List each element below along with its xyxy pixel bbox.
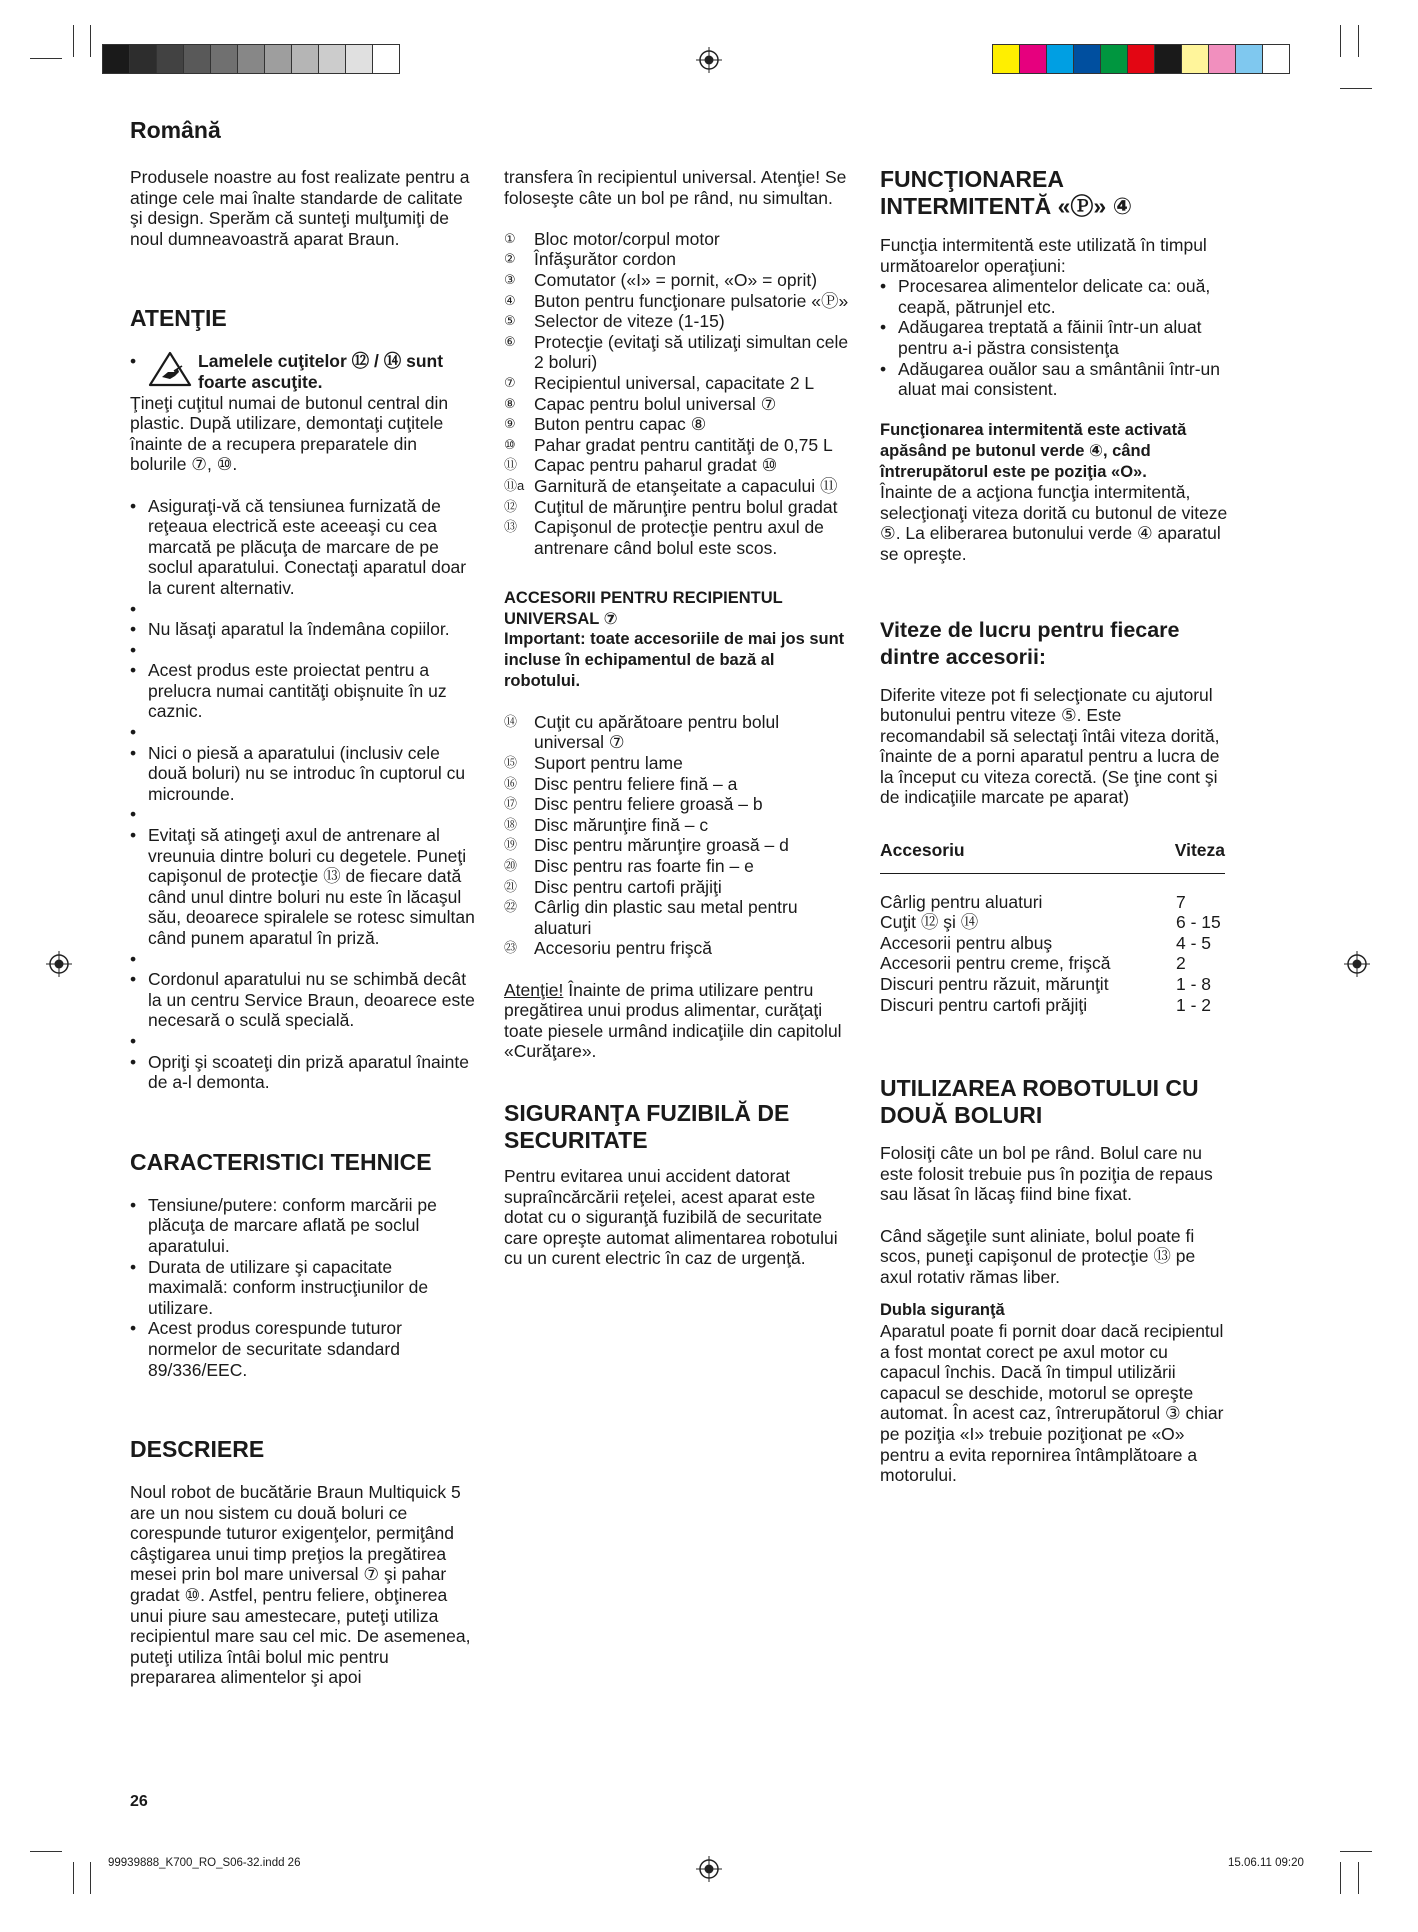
item-number: ⑪a xyxy=(504,477,525,493)
color-swatch xyxy=(372,44,400,74)
color-swatch xyxy=(992,44,1020,74)
cell-speed: 2 xyxy=(1176,953,1186,974)
crop-mark xyxy=(30,1851,62,1852)
item-number: ⑳ xyxy=(504,858,518,873)
color-swatch xyxy=(183,44,211,74)
color-swatch xyxy=(1100,44,1128,74)
cell-accessory: Discuri pentru răzuit, mărunţit xyxy=(880,974,1109,995)
list-item xyxy=(504,877,849,898)
crop-mark xyxy=(1358,1862,1359,1894)
process-color-bar xyxy=(992,44,1289,74)
item-text: Bloc motor/corpul motor xyxy=(534,228,720,249)
list-item: • Nu lăsaţi aparatul la îndemâna copiilor. xyxy=(130,619,475,640)
list-item xyxy=(504,938,849,959)
item-number: ⑯ xyxy=(504,775,518,791)
cell-speed: 4 - 5 xyxy=(1176,932,1212,953)
list-item xyxy=(504,229,849,250)
crop-mark xyxy=(90,25,91,57)
cell-accessory: Discuri pentru cartofi prăjiţi xyxy=(880,994,1088,1015)
item-number: ② xyxy=(504,251,516,267)
list-item xyxy=(504,497,849,518)
column-left xyxy=(130,167,475,1688)
cell-speed: 1 - 2 xyxy=(1176,994,1212,1015)
list-item: • Acest produs corespunde tuturor normelor de securitate sdandard 89/336/EEC. xyxy=(130,1318,475,1380)
item-number: ㉒ xyxy=(504,899,518,915)
item-text: Buton pentru funcţionare pulsatorie «Ⓟ» xyxy=(534,290,849,311)
header-accessory: Accesoriu xyxy=(880,840,965,861)
item-text: Înfăşurător cordon xyxy=(534,249,677,270)
color-swatch xyxy=(1154,44,1182,74)
item-text: Buton pentru capac ⑧ xyxy=(534,414,707,435)
language-title: Română xyxy=(130,117,221,143)
table-row xyxy=(880,995,1225,1016)
intermitenta-text: Înainte de a acţiona funcţia intermitentă, selecţionaţi viteza dorită cu butonul de viteze ⑤. La eliberarea butonului verde ④ aparatul se opreşte. xyxy=(880,482,1228,564)
hand-warning-icon xyxy=(148,351,192,387)
grayscale-color-bar xyxy=(102,44,399,74)
item-text: Disc pentru ras foarte fin – e xyxy=(534,856,754,876)
color-swatch xyxy=(129,44,157,74)
item-text: Accesoriu pentru frişcă xyxy=(534,938,712,959)
item-number: ⑪ xyxy=(504,457,518,473)
list-item xyxy=(504,517,849,558)
list-item xyxy=(504,249,849,270)
list-item: • Durata de utilizare şi capacitate maximală: conform instrucţiunilor de utilizare. xyxy=(130,1257,475,1319)
accesorii-important: Important: toate accesoriile de mai jos sunt incluse în echipamentul de bază al robotului. xyxy=(504,630,845,690)
parts-list xyxy=(504,229,849,559)
item-number: ③ xyxy=(504,271,516,287)
list-item xyxy=(504,753,849,774)
item-number: ⑮ xyxy=(504,755,518,771)
cell-accessory: Cuţit ⑫ şi ⑭ xyxy=(880,912,979,933)
color-swatch xyxy=(345,44,373,74)
item-text: Garnitură de etanşeitate a capacului ⑪ xyxy=(534,475,838,496)
registration-mark-icon xyxy=(1344,951,1370,977)
descriere-paragraph: Noul robot de bucătărie Braun Multiquick 5 are un nou sistem cu două boluri ce corespunde tuturor exigenţelor, permiţând câştigarea unui timp preţios la pregătirea mesei prin bol mare universal ⑦ şi pahar gradat ⑩. Astfel, pentru feliere, obţinerea unui piure sau amestecare, puteţi utiliza recipientul mare sau cel mic. De asemenea, puteţi utiliza întâi bolul mic pentru prepararea alimentelor şi apoi xyxy=(130,1482,471,1688)
item-number: ⑲ xyxy=(504,837,518,853)
item-number: ⑬ xyxy=(504,519,518,535)
viteze-paragraph: Diferite viteze pot fi selecţionate cu ajutorul butonului pentru viteze ⑤. Este recomandabil să selectaţi întâi viteza dorită, înainte de a porni aparatul pentru a lucra de la început cu viteza corectă. (Se ţine cont şi de indicaţiile marcate pe aparat) xyxy=(880,684,1220,808)
list-item: • Procesarea alimentelor delicate ca: ouă, ceapă, pătrunjel etc. xyxy=(880,276,1230,317)
crop-mark xyxy=(1340,1851,1372,1852)
color-swatch xyxy=(1262,44,1290,74)
accesorii-heading: ACCESORII PENTRU RECIPIENTUL UNIVERSAL ⑦ xyxy=(504,589,783,628)
color-swatch xyxy=(1046,44,1074,74)
blade-warning-bold: Lamelele cuţitelor ⑫ / ⑭ sunt foarte ascuţite. xyxy=(198,351,444,392)
item-number: ⑰ xyxy=(504,796,518,812)
color-swatch xyxy=(1127,44,1155,74)
registration-mark-icon xyxy=(696,1856,722,1882)
list-item xyxy=(504,476,849,497)
registration-mark-icon xyxy=(46,951,72,977)
item-number: ㉑ xyxy=(504,878,518,894)
atentie-list xyxy=(130,496,475,1093)
accessories-list xyxy=(504,712,849,959)
intro-paragraph: Produsele noastre au fost realizate pentru a atinge cele mai înalte standarde de calitate şi design. Sperăm că sunteţi mulţumiţi de noul dumneavoastră aparat Braun. xyxy=(130,167,470,249)
list-item xyxy=(504,856,849,877)
note-text: Înainte de prima utilizare pentru pregătirea unui produs alimentar, curăţaţi toate piesele urmând indicaţiile din capitolul «Curăţare». xyxy=(504,979,842,1062)
color-swatch xyxy=(1235,44,1263,74)
list-item: • Asiguraţi-vă că tensiunea furnizată de reţeaua electrică este aceeaşi cu cea marcată pe plăcuţa de marcare de pe soclul aparatului. Conectaţi aparatul doar la curent alternativ. xyxy=(130,496,475,599)
table-row xyxy=(880,974,1225,995)
siguranta-heading: SIGURANŢA FUZIBILĂ DE SECURITATE xyxy=(504,1099,790,1153)
color-swatch xyxy=(156,44,184,74)
list-item xyxy=(504,435,849,456)
crop-mark xyxy=(73,1862,74,1894)
item-number: ⑤ xyxy=(504,313,516,329)
list-item: • Adăugarea ouălor sau a smântânii într-un aluat mai consistent. xyxy=(880,359,1230,400)
color-swatch xyxy=(1073,44,1101,74)
item-text: Comutator («I» = pornit, «O» = oprit) xyxy=(534,269,818,290)
item-number: ⑭ xyxy=(504,713,518,729)
item-text: Disc pentru feliere fină – a xyxy=(534,773,738,794)
item-text: Disc pentru feliere groasă – b xyxy=(534,794,763,815)
blade-warning-text: Ţineţi cuţitul numai de butonul central din plastic. După utilizare, demontaţi cuţitele înainte de a recupera preparatele din bolurile ⑦, ⑩. xyxy=(130,392,449,475)
item-text: Cârlig din plastic sau metal pentru aluaturi xyxy=(534,897,798,938)
intermitenta-list xyxy=(880,276,1230,400)
item-number: ④ xyxy=(504,292,516,308)
file-info: 99939888_K700_RO_S06-32.indd 26 xyxy=(108,1857,301,1869)
item-text: Capişonul de protecţie pentru axul de antrenare când bolul este scos. xyxy=(534,517,824,558)
list-item: • Evitaţi să atingeţi axul de antrenare al vreunuia dintre boluri cu degetele. Puneţi capişonul de protecţie ⑬ de fiecare dată când unul dintre boluri nu este în lăcaşul său, deoarece spiralele se rotesc simultan când punem aparatul în priză. xyxy=(130,825,475,949)
list-item: • Tensiune/putere: conform marcării pe plăcuţa de marcare aflată pe soclul aparatului. xyxy=(130,1195,475,1257)
table-header xyxy=(880,840,1225,874)
crop-mark xyxy=(73,25,74,57)
item-text: Cuţitul de mărunţire pentru bolul gradat xyxy=(534,496,838,517)
crop-mark xyxy=(30,58,62,59)
siguranta-paragraph: Pentru evitarea unui accident datorat supraîncărcării reţelei, acest aparat este dotat cu o siguranţă fuzibilă de securitate care opreşte automat alimentarea robotului cu un curent electric în caz de urgenţă. xyxy=(504,1165,838,1269)
color-swatch xyxy=(291,44,319,74)
registration-mark-icon xyxy=(696,47,722,73)
list-item xyxy=(504,815,849,836)
item-text: Suport pentru lame xyxy=(534,753,683,774)
table-row xyxy=(880,933,1225,954)
doua-boluri-heading: UTILIZAREA ROBOTULUI CU DOUĂ BOLURI xyxy=(880,1075,1199,1129)
color-swatch xyxy=(210,44,238,74)
list-item xyxy=(504,712,849,753)
item-number: ⑧ xyxy=(504,395,516,411)
column-middle xyxy=(504,167,849,1269)
list-item xyxy=(504,270,849,291)
dubla-siguranta-heading: Dubla siguranţă xyxy=(880,1301,1005,1320)
crop-mark xyxy=(1358,25,1359,57)
list-item: • Acest produs este proiectat pentru a prelucra numai cantităţi obişnuite în uz caznic. xyxy=(130,660,475,722)
color-swatch xyxy=(264,44,292,74)
cell-accessory: Accesorii pentru creme, frişcă xyxy=(880,953,1111,974)
viteze-heading: Viteze de lucru pentru fiecare dintre accesorii: xyxy=(880,617,1180,669)
list-item xyxy=(504,897,849,938)
cell-speed: 1 - 8 xyxy=(1176,974,1212,995)
atentie-heading: ATENŢIE xyxy=(130,305,227,332)
list-item xyxy=(504,835,849,856)
descriere-continued: transfera în recipientul universal. Atenţie! Se foloseşte câte un bol pe rând, nu simultan. xyxy=(504,167,847,208)
list-item xyxy=(504,394,849,415)
list-item: • Cordonul aparatului nu se schimbă decât la un centru Service Braun, deoarece este necesară o sculă specială. xyxy=(130,969,475,1031)
intermitenta-bold: Funcţionarea intermitentă este activată apăsând pe butonul verde ④, când întrerupătorul este pe poziţia «O». xyxy=(880,421,1187,481)
table-row xyxy=(880,892,1225,913)
caracteristici-list xyxy=(130,1195,475,1380)
doua-boluri-p3: Aparatul poate fi pornit doar dacă recipientul a fost montat corect pe axul motor cu capacul închis. Dacă în timpul utilizării capacul se deschide, motorul se opreşte automat. În acest caz, întrerupătorul ③ chiar pe poziţia «I» trebuie poziţionat pe «O» pentru a evita repornirea întâmplătoare a motorului. xyxy=(880,1320,1224,1486)
item-text: Disc pentru mărunţire groasă – d xyxy=(534,835,789,856)
list-item xyxy=(504,291,849,312)
list-item xyxy=(504,332,849,373)
doua-boluri-p2: Când săgeţile sunt aliniate, bolul poate fi scos, puneţi capişonul de protecţie ⑬ pe axul rotativ rămas liber. xyxy=(880,1225,1196,1287)
intermitenta-heading: FUNCŢIONAREA INTERMITENTĂ «Ⓟ» ④ xyxy=(880,166,1133,219)
table-row xyxy=(880,912,1225,933)
list-item xyxy=(504,414,849,435)
item-text: Capac pentru bolul universal ⑦ xyxy=(534,393,777,414)
table-row xyxy=(880,953,1225,974)
print-timestamp: 15.06.11 09:20 xyxy=(1228,1857,1304,1869)
column-right xyxy=(880,166,1230,1486)
item-text: Cuţit cu apărătoare pentru bolul universal ⑦ xyxy=(534,711,780,753)
color-swatch xyxy=(237,44,265,74)
list-item xyxy=(504,455,849,476)
color-swatch xyxy=(318,44,346,74)
crop-mark xyxy=(1340,25,1341,57)
item-text: Capac pentru paharul gradat ⑩ xyxy=(534,455,778,476)
item-text: Pahar gradat pentru cantităţi de 0,75 L xyxy=(534,434,833,455)
list-item xyxy=(504,373,849,394)
item-number: ⑦ xyxy=(504,374,516,390)
item-number: ⑩ xyxy=(504,436,516,452)
item-text: Disc pentru cartofi prăjiţi xyxy=(534,876,722,897)
list-item: • Opriţi şi scoateţi din priză aparatul înainte de a-l demonta. xyxy=(130,1052,475,1093)
item-number: ① xyxy=(504,230,516,246)
cell-accessory: Accesorii pentru albuş xyxy=(880,932,1053,953)
cell-speed: 6 - 15 xyxy=(1176,912,1221,933)
list-item: • Nici o piesă a aparatului (inclusiv cele două boluri) nu se introduc în cuptorul cu microunde. xyxy=(130,743,475,805)
color-swatch xyxy=(1208,44,1236,74)
item-text: Disc mărunţire fină – c xyxy=(534,814,709,835)
doua-boluri-p1: Folosiţi câte un bol pe rând. Bolul care nu este folosit trebuie pus în poziţia de repaus sau lăsat în lăcaş fiind bine fixat. xyxy=(880,1143,1213,1205)
list-item: • Adăugarea treptată a făinii într-un aluat pentru a-i păstra consistenţa xyxy=(880,317,1230,358)
note-label: Atenţie! xyxy=(504,979,564,1000)
list-item xyxy=(504,311,849,332)
item-text: Protecţie (evitaţi să utilizaţi simultan cele 2 boluri) xyxy=(534,331,849,373)
item-text: Selector de viteze (1-15) xyxy=(534,311,725,332)
list-item xyxy=(504,794,849,815)
item-number: ⑱ xyxy=(504,816,518,832)
item-text: Recipientul universal, capacitate 2 L xyxy=(534,372,815,393)
first-use-note xyxy=(504,980,849,1062)
color-swatch xyxy=(1181,44,1209,74)
descriere-heading: DESCRIERE xyxy=(130,1436,265,1463)
intermitenta-intro: Funcţia intermitentă este utilizată în timpul următoarelor operaţiuni: xyxy=(880,235,1207,276)
page-number: 26 xyxy=(130,1793,148,1810)
color-swatch xyxy=(1019,44,1047,74)
item-number: ⑫ xyxy=(504,498,518,514)
item-number: ㉓ xyxy=(504,940,518,956)
color-swatch xyxy=(102,44,130,74)
cell-accessory: Cârlig pentru aluaturi xyxy=(880,891,1043,912)
blade-warning: • Lamelele cuţitelor ⑫ / ⑭ sunt foarte ascuţite. xyxy=(130,351,475,392)
cell-speed: 7 xyxy=(1176,891,1186,912)
crop-mark xyxy=(1340,1862,1341,1894)
crop-mark xyxy=(90,1862,91,1894)
item-number: ⑥ xyxy=(504,333,516,349)
caracteristici-heading: CARACTERISTICI TEHNICE xyxy=(130,1148,432,1175)
speed-table xyxy=(880,840,1225,1015)
header-speed: Viteza xyxy=(1174,840,1225,861)
list-item xyxy=(504,774,849,795)
crop-mark xyxy=(1340,88,1372,89)
item-number: ⑨ xyxy=(504,416,516,432)
